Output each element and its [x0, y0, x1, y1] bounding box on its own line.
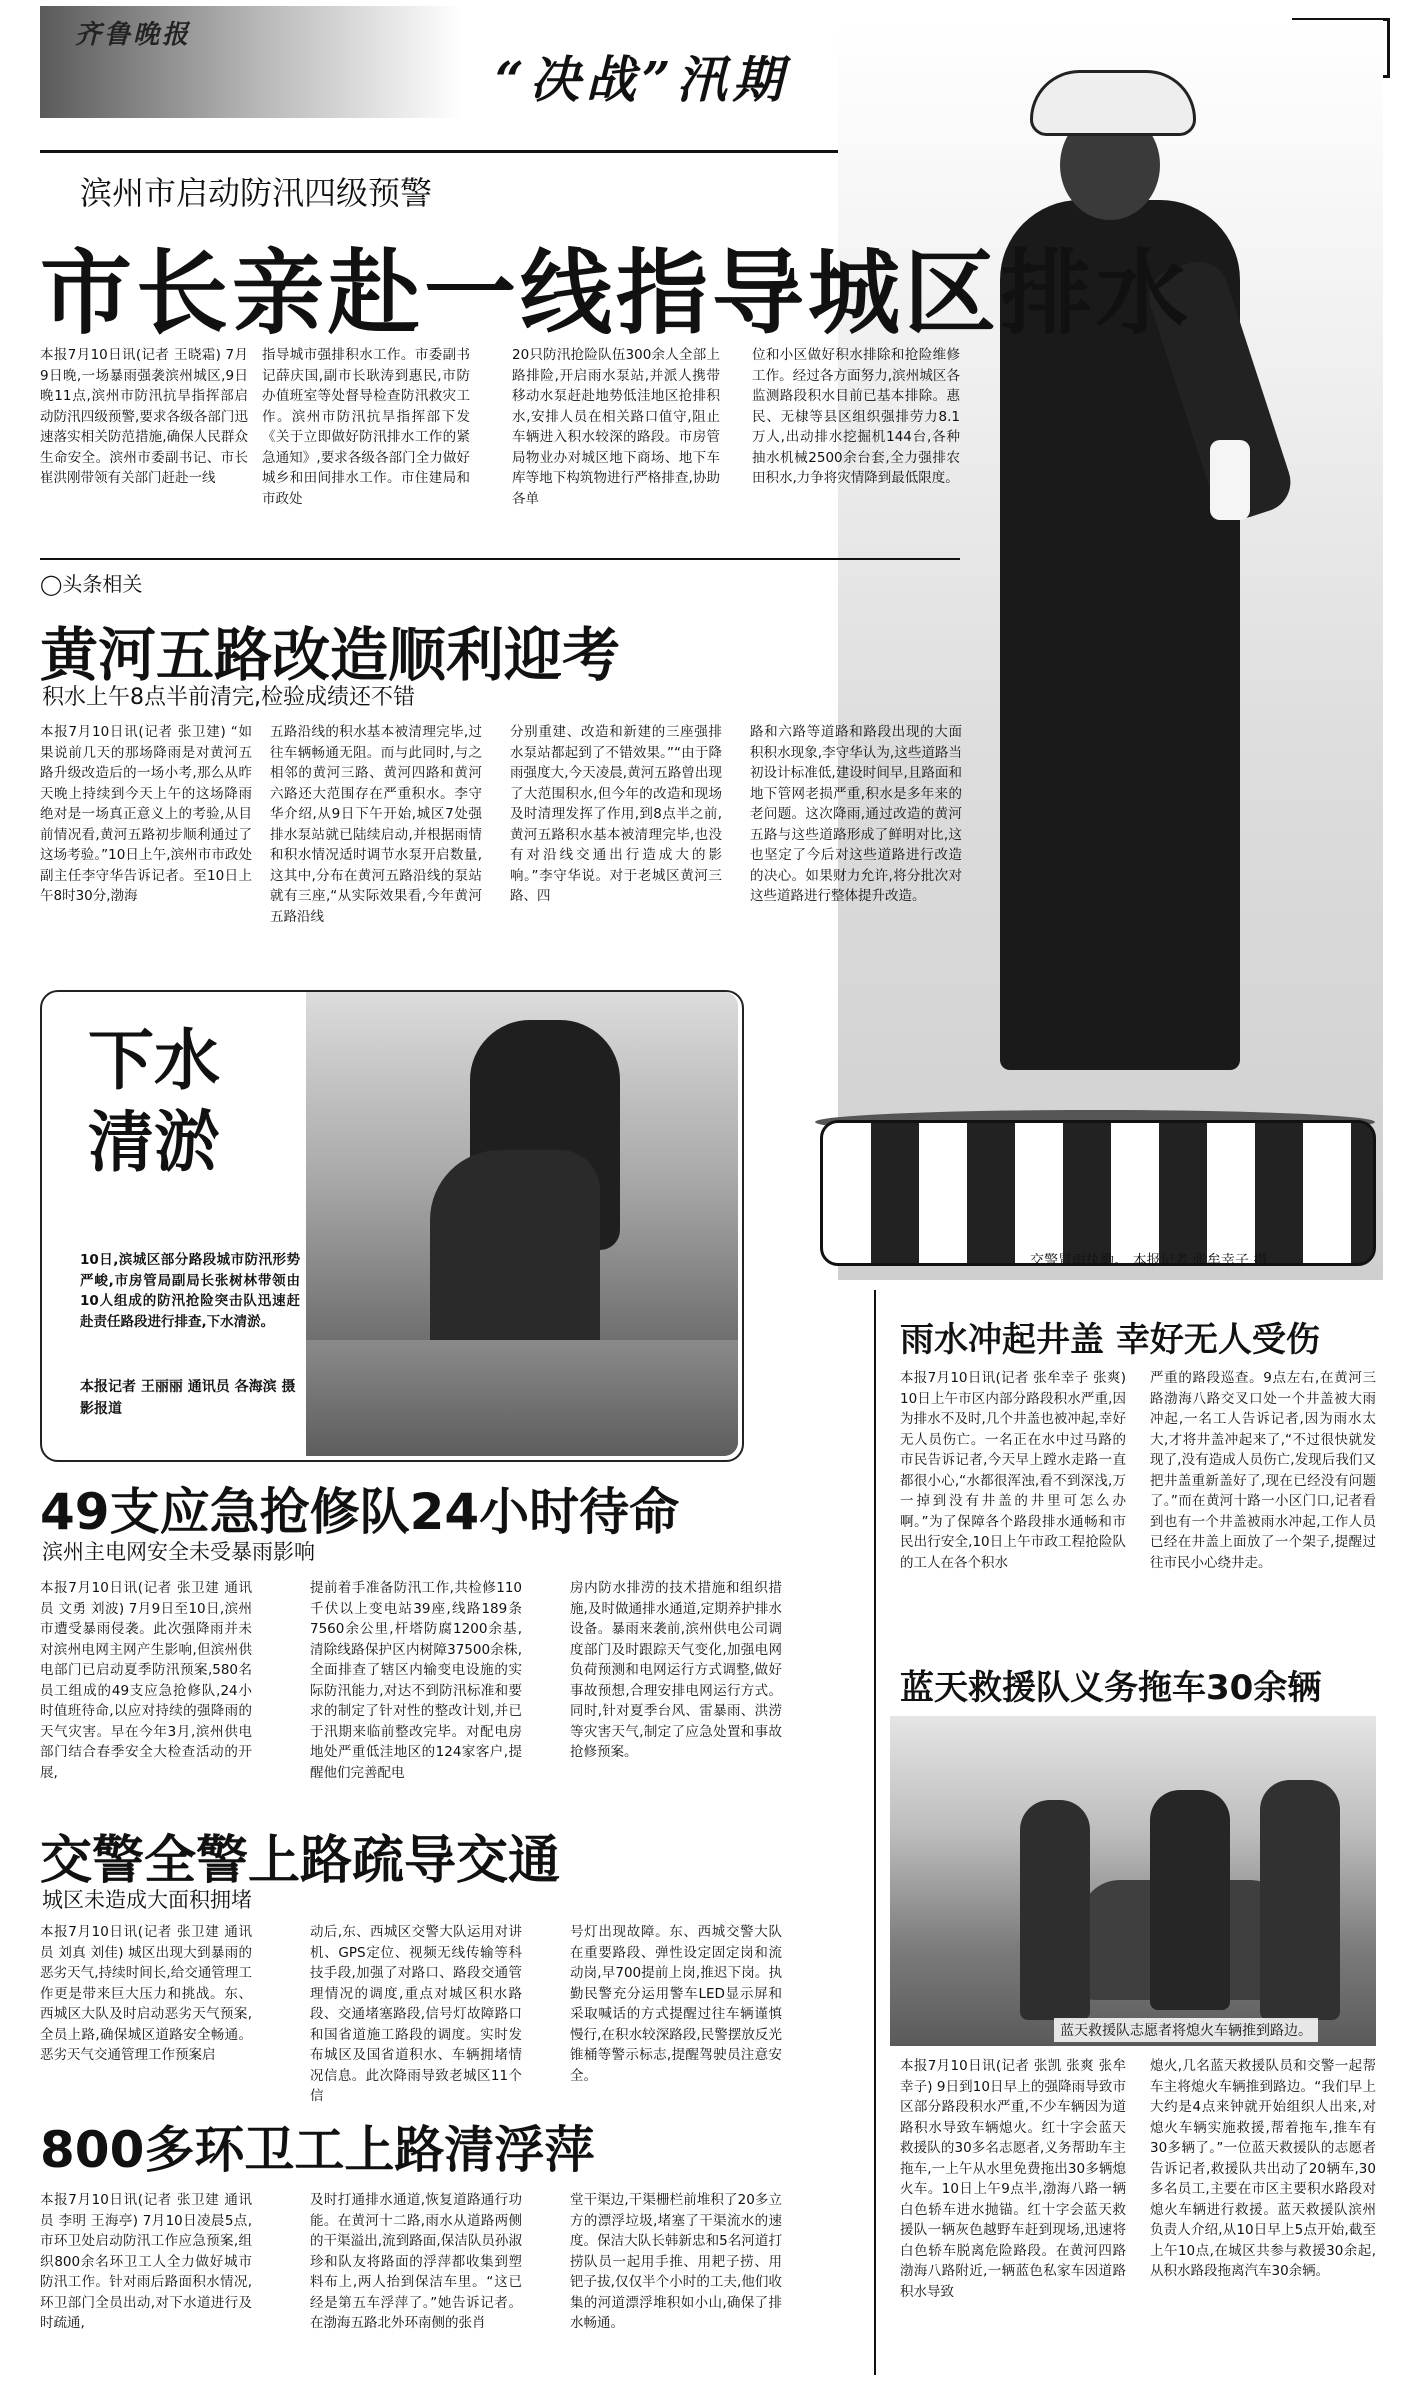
kicker-text: 头条相关	[62, 572, 143, 596]
volunteer-figure	[1150, 1790, 1230, 2010]
power-col-2: 提前着手准备防汛工作,共检修110千伏以上变电站39座,线路189条7560余公里,杆塔防腐1200余基,清除线路保护区内树障37500余株,全面排查了辖区内输变电设施的实际防汛能力,对达不到防汛标准和要求的制定了针对性的整改计划,并已于汛期来临前整改完毕。对配电房地处严重低洼地区的124家客户,提醒他们完善配电	[310, 1580, 522, 1781]
sanitation-col-3: 堂干渠边,干渠栅栏前堆积了20多立方的漂浮垃圾,堵塞了干渠流水的速度。保洁大队长韩新忠和5名河道打捞队员一起用手推、用耙子捞、用钯子拔,仅仅半个小时的工夫,他们收集的河道漂浮堆积如小山,确保了排水畅通。	[570, 2192, 782, 2331]
traffic-col-3: 号灯出现故障。东、西城交警大队在重要路段、弹性设定固定岗和流动岗,早700提前上岗,推迟下岗。执勤民警充分运用警车LED显示屏和采取喊话的方式提醒过往车辆谨慎慢行,在积水较深路段,民警摆放反光锥桶等警示标志,提醒驾驶员注意安全。	[570, 1924, 782, 2084]
dredge-credit: 本报记者 王丽丽 通讯员 各海滨 摄影报道	[80, 1379, 296, 1417]
huanghe-subtitle: 积水上午8点半前清完,检验成绩还不错	[42, 685, 415, 710]
power-headline: 49支应急抢修队24小时待命	[40, 1483, 680, 1541]
power-col-1: 本报7月10日讯(记者 张卫建 通讯员 文勇 刘波) 7月9日至10日,滨州市遭受暴雨侵袭。此次强降雨并未对滨州电网主网产生影响,但滨州供电部门已启动夏季防汛预案,580名员工组成的49支应急抢修队,24小时值班待命,以应对持续的强降雨的天气灾害。早在今年3月,滨州供电部门结合春季安全大检查活动的开展,	[40, 1580, 252, 1781]
lead-col-3: 20只防汛抢险队伍300余人全部上路排险,开启雨水泵站,并派人携带移动水泵赶赴地势低洼地区抢排积水,安排人员在相关路口值守,阻止车辆进入积水较深的路段。市房管局物业办对城区地下商场、地下车库等地下构筑物进行严格排查,协助各单	[512, 347, 720, 507]
power-subtitle: 滨州主电网安全未受暴雨影响	[42, 1540, 315, 1564]
lead-col-1: 本报7月10日讯(记者 王晓霜) 7月9日晚,一场暴雨强袭滨州城区,9日晚11点,滨州市防汛抗旱指挥部启动防汛四级预警,要求各级各部门迅速落实相关防范措施,确保人民群众生命安全。滨州市委副书记、市长崔洪刚带领有关部门赶赴一线	[40, 347, 248, 486]
sanitation-headline: 800多环卫工上路清浮萍	[40, 2121, 595, 2179]
circle-icon: ◯	[40, 572, 63, 596]
lead-pretitle: 滨州市启动防汛四级预警	[80, 174, 433, 212]
section-title: “决战”汛期	[495, 50, 789, 109]
volunteer-figure	[1020, 1800, 1090, 2020]
manhole-col-1: 本报7月10日讯(记者 张牟幸子 张爽) 10日上午市区内部分路段积水严重,因为排水不及时,几个井盖也被冲起,幸好无人员伤亡。一名正在水中过马路的市民告诉记者,今天早上蹚水走路一直都很小心,“水都很浑浊,看不到深浅,万一掉到没有井盖的井里可怎么办啊。”为了保障各个路段排水通畅和市民出行安全,10日上午市政工程抢险队的工人在各个积水	[900, 1370, 1126, 1571]
police-figure	[1260, 1780, 1340, 2020]
lead-headline: 市长亲赴一线指导城区排水	[40, 240, 1193, 347]
power-col-3: 房内防水排涝的技术措施和组织措施,及时做通排水通道,定期养护排水设备。暴雨来袭前,滨州供电公司调度部门及时跟踪天气变化,加强电网负荷预测和电网运行方式调整,做好事故预想,合理安排电网运行方式。同时,针对夏季台风、雷暴雨、洪涝等灾害天气,制定了应急处置和事故抢修预案。	[570, 1580, 782, 1760]
dredge-caption: 10日,滨城区部分路段城市防汛形势严峻,市房管局副局长张树林带领由10人组成的防汛抢险突击队迅速赶赴责任路段进行排查,下水清淤。	[80, 1252, 300, 1330]
dredge-title-line2: 清淤	[88, 1104, 220, 1181]
manhole-col-2: 严重的路段巡查。9点左右,在黄河三路渤海八路交叉口处一个井盖被大雨冲起,一名工人告诉记者,因为雨水太大,才将井盖冲起来了,“不过很快就发现了,没有造成人员伤亡,发现后我们又把井盖重新盖好了,现在已经没有问题了。”而在黄河十路一小区门口,记者看到也有一个井盖被雨水冲起,工作人员已经在井盖上面放了一个架子,提醒过往市民小心绕井走。	[1150, 1370, 1376, 1571]
huanghe-col-4: 路和六路等道路和路段出现的大面积积水现象,李守华认为,这些道路当初设计标准低,建设时间早,且路面和地下管网老损严重,积水是多年来的老问题。这次降雨,通过改造的黄河五路与这些道路形成了鲜明对比,这也坚定了今后对这些道路进行改造的决心。如果财力允许,将分批次对这些道路进行整体提升改造。	[750, 724, 962, 904]
lead-bottom-rule	[40, 558, 960, 560]
sanitation-col-2: 及时打通排水通道,恢复道路通行功能。在黄河十二路,雨水从道路两侧的干渠溢出,流到路面,保洁队员孙淑珍和队友将路面的浮萍都收集到塑料布上,两人抬到保洁车里。“这已经是第五车浮萍了。”她告诉记者。在渤海五路北外环南侧的张肖	[310, 2192, 522, 2331]
lead-col-2: 指导城市强排积水工作。市委副书记薛庆国,副市长耿涛到惠民,市防办值班室等处督导检查防汛救灾工作。滨州市防汛抗旱指挥部下发《关于立即做好防汛排水工作的紧急通知》,要求各级各部门全力做好城乡和田间排水工作。市住建局和市政处	[262, 347, 470, 507]
rescue-headline: 蓝天救援队义务拖车30余辆	[900, 1668, 1322, 1708]
sanitation-col-1: 本报7月10日讯(记者 张卫建 通讯员 李明 王海亭) 7月10日凌晨5点,市环卫处启动防汛工作应急预案,组织800余名环卫工人全力做好城市防汛工作。针对雨后路面积水情况,环卫部门全员出动,对下水道进行及时疏通,	[40, 2192, 252, 2331]
huanghe-col-3: 分别重建、改造和新建的三座强排水泵站都起到了不错效果。”“由于降雨强度大,今天凌晨,黄河五路曾出现了大范围积水,但今年的改造和现场及时清理发挥了作用,到8点半之前,黄河五路积水基本被清理完毕,也没有对沿线交通出行造成大的影响。”李守华说。对于老城区黄河三路、四	[510, 724, 722, 904]
lead-col-4: 位和小区做好积水排除和抢险维修工作。经过各方面努力,滨州城区各监测路段积水目前已基本排除。惠民、无棣等县区组织强排劳力8.1万人,出动排水挖掘机144台,各种抽水机械2500余台套,全力强排农田积水,力争将灾情降到最低限度。	[752, 347, 960, 486]
traffic-col-2: 动后,东、西城区交警大队运用对讲机、GPS定位、视频无线传输等科技手段,加强了对路口、路段交通管理情况的调度,重点对城区积水路段、交通堵塞路段,信号灯故障路口和国省道施工路段的调度。实时发布城区及国省道积水、车辆拥堵情况信息。此次降雨导致老城区11个信	[310, 1924, 522, 2104]
traffic-podium	[820, 1120, 1376, 1266]
officer-hat	[1030, 70, 1196, 136]
traffic-col-1: 本报7月10日讯(记者 张卫建 通讯员 刘真 刘佳) 城区出现大到暴雨的恶劣天气,持续时间长,给交通管理工作更是带来巨大压力和挑战。东、西城区大队及时启动恶劣天气预案,全员上路,确保城区道路安全畅通。恶劣天气交通管理工作预案启	[40, 1924, 252, 2063]
masthead-logo: 齐鲁晚报	[75, 20, 192, 50]
officer-glove	[1210, 440, 1250, 520]
tow-photo-caption: 蓝天救援队志愿者将熄火车辆推到路边。	[1054, 2018, 1318, 2042]
traffic-subtitle: 城区未造成大面积拥堵	[42, 1888, 252, 1912]
dredge-title	[88, 1020, 220, 1184]
floodwater	[306, 1340, 738, 1456]
dredge-title-line1: 下水	[88, 1022, 220, 1099]
traffic-headline: 交警全警上路疏导交通	[40, 1831, 561, 1891]
huanghe-col-2: 五路沿线的积水基本被清理完毕,过往车辆畅通无阻。而与此同时,与之相邻的黄河三路、黄河四路和黄河六路还大范围存在严重积水。李守华介绍,从9日下午开始,城区7处强排水泵站就已陆续启动,并根据雨情和积水情况适时调节水泵开启数量,这其中,分布在黄河五路沿线的泵站就有三座,“从实际效果看,今年黄河五路沿线	[270, 724, 482, 925]
column-divider	[874, 1290, 876, 2375]
manhole-headline: 雨水冲起井盖 幸好无人受伤	[900, 1320, 1320, 1360]
huanghe-headline: 黄河五路改造顺利迎考	[40, 621, 621, 689]
rescue-col-2: 熄火,几名蓝天救援队员和交警一起帮车主将熄火车辆推到路边。“我们早上大约是4点来钟就开始组织人出来,对熄火车辆实施救援,帮着拖车,推车有30多辆了。”一位蓝天救援队的志愿者告诉记者,救援队共出动了20辆车,30多名员工,主要在市区主要积水路段对熄火车辆进行救援。蓝天救援队滨州负责人介绍,从10日早上5点开始,截至上午10点,在城区共参与救援30余起,从积水路段拖离汽车30余辆。	[1150, 2058, 1376, 2279]
main-photo-caption: 交警冒雨执勤。 本报记者 张牟幸子 摄	[1030, 1253, 1268, 1269]
huanghe-col-1: 本报7月10日讯(记者 张卫建) “如果说前几天的那场降雨是对黄河五路升级改造后的一场小考,那么从昨天晚上持续到今天上午的这场降雨绝对是一场真正意义上的考验,从目前情况看,黄河五路初步顺利通过了这场考验。”10日上午,滨州市市政处副主任李守华告诉记者。至10日上午8时30分,渤海	[40, 724, 252, 904]
rescue-col-1: 本报7月10日讯(记者 张凯 张爽 张牟幸子) 9日到10日早上的强降雨导致市区部分路段积水严重,不少车辆因为道路积水导致车辆熄火。红十字会蓝天救援队的30多名志愿者,义务帮助车主拖车,一上午从水里免费拖出30多辆熄火车。10日上午9点半,渤海八路一辆白色轿车进水抛锚。红十字会蓝天救援队一辆灰色越野车赶到现场,迅速将白色轿车脱离危险路段。在黄河四路渤海八路附近,一辆蓝色私家车因道路积水导致	[900, 2058, 1126, 2300]
kicker-label	[40, 568, 142, 597]
